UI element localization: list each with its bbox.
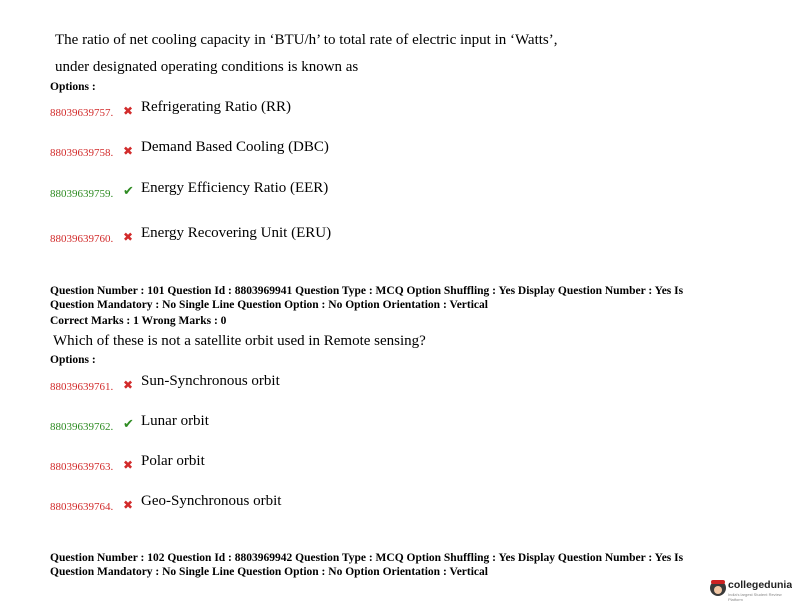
option-text: Energy Efficiency Ratio (EER) [141,180,329,196]
question-meta: Question Number : 101 Question Id : 8803969941 Question Type : MCQ Option Shuffling : Yes Display Question Number : Yes Is [50,285,684,297]
cross-icon: ✖ [123,378,134,392]
option-id: 88039639758. [50,147,114,159]
collegedunia-logo-icon [710,580,726,596]
options-label: Options : [50,354,96,366]
option-text: Sun-Synchronous orbit [141,373,280,389]
question-meta: Question Number : 102 Question Id : 8803969942 Question Type : MCQ Option Shuffling : Yes Display Question Number : Yes Is [50,552,684,564]
cross-icon: ✖ [123,458,134,472]
check-icon: ✔ [123,417,134,432]
option-id: 88039639764. [50,501,114,513]
collegedunia-logo [710,578,792,602]
logo-tagline: India's largest Student Review Platform [728,592,782,602]
option-text: Demand Based Cooling (DBC) [141,139,329,155]
cross-icon: ✖ [123,104,134,118]
option-text: Refrigerating Ratio (RR) [141,99,291,115]
question-meta: Question Mandatory : No Single Line Question Option : No Option Orientation : Vertical [50,566,488,578]
option-id: 88039639762. [50,421,114,433]
options-label: Options : [50,81,96,93]
logo-text: collegedunia [728,579,792,591]
option-id: 88039639760. [50,233,114,245]
question-meta: Question Mandatory : No Single Line Question Option : No Option Orientation : Vertical [50,299,488,311]
cross-icon: ✖ [123,144,134,158]
option-text: Polar orbit [141,453,205,469]
option-id: 88039639763. [50,461,114,473]
question-text: Which of these is not a satellite orbit used in Remote sensing? [53,333,426,349]
cross-icon: ✖ [123,230,134,244]
question-text-line: under designated operating conditions is known as [55,59,359,75]
option-id: 88039639761. [50,381,114,393]
cross-icon: ✖ [123,498,134,512]
option-text: Energy Recovering Unit (ERU) [141,225,332,241]
question-marks: Correct Marks : 1 Wrong Marks : 0 [50,315,227,327]
option-text: Geo-Synchronous orbit [141,493,282,509]
option-id: 88039639759. [50,188,114,200]
check-icon: ✔ [123,184,134,199]
question-text-line: The ratio of net cooling capacity in ‘BTU/h’ to total rate of electric input in ‘Watts’, [55,32,558,48]
option-text: Lunar orbit [141,413,209,429]
option-id: 88039639757. [50,107,114,119]
